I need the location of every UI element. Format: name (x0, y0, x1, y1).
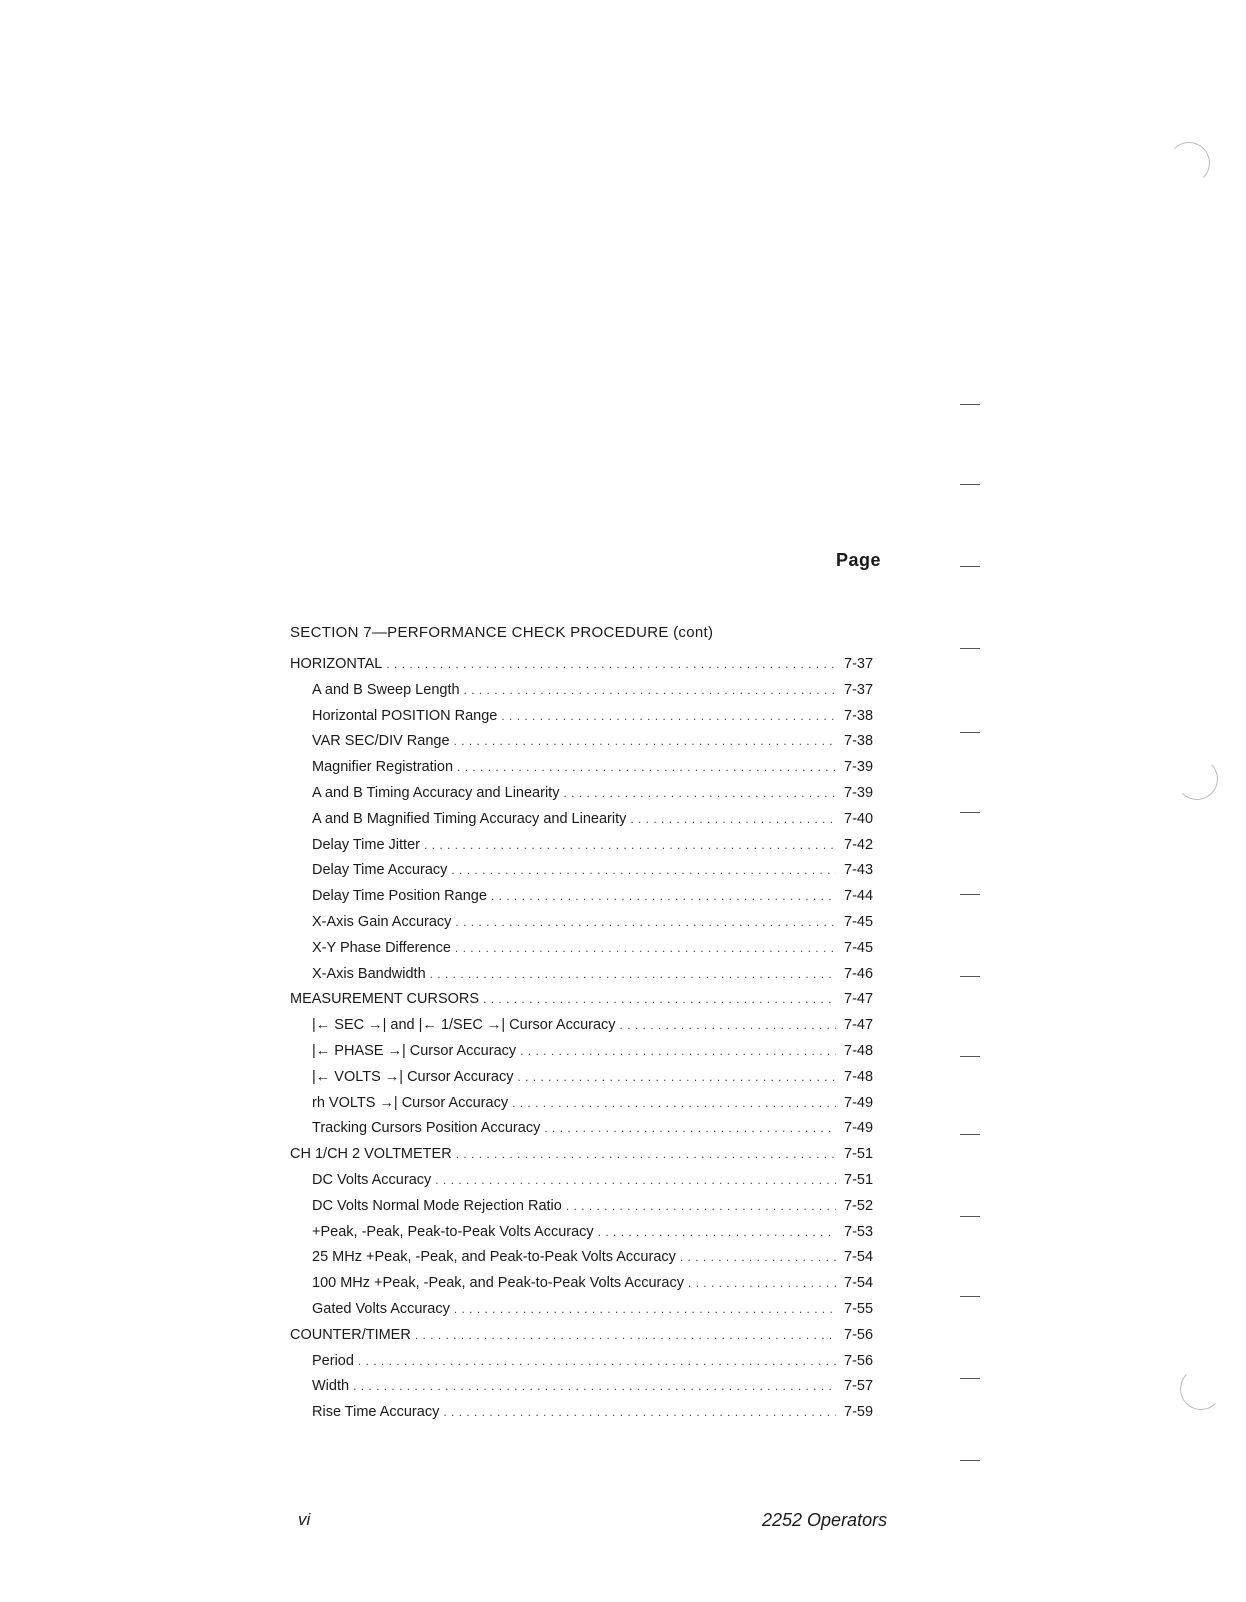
toc-entry-label: Delay Time Accuracy (312, 862, 448, 879)
toc-entry-page: 7-52 (844, 1197, 874, 1214)
toc-subentry (290, 1017, 886, 1043)
toc-subentry (290, 682, 886, 708)
toc-entry-label: X-Y Phase Difference (312, 939, 451, 956)
toc-entry-label: COUNTER/TIMER (290, 1326, 411, 1343)
toc-entry-page: 7-39 (844, 784, 874, 801)
section-title: SECTION 7—PERFORMANCE CHECK PROCEDURE (cont) (290, 624, 714, 641)
toc-entry-page: 7-46 (844, 965, 874, 982)
margin-mark (960, 976, 980, 977)
toc-entry-label: +Peak, -Peak, Peak-to-Peak Volts Accuracy (312, 1223, 594, 1240)
toc-section-entry (290, 1327, 886, 1353)
toc-entry-page: 7-37 (844, 681, 874, 698)
toc-entry-page: 7-51 (844, 1146, 874, 1163)
dot-leader (688, 1276, 836, 1290)
toc-entry-label: |← PHASE →| Cursor Accuracy (312, 1042, 517, 1059)
toc-subentry (290, 888, 886, 914)
margin-mark (960, 1378, 980, 1379)
toc-entry-page: 7-55 (844, 1300, 874, 1317)
dot-leader (451, 863, 836, 877)
toc-entry-label: 100 MHz +Peak, -Peak, and Peak-to-Peak Volts Accuracy (312, 1275, 684, 1292)
margin-mark (960, 404, 980, 405)
dot-leader (454, 1302, 836, 1316)
dot-leader (430, 967, 836, 981)
toc-entry-label: Period (312, 1352, 354, 1369)
toc-entry-page: 7-45 (844, 913, 874, 930)
toc-entry-label: Rise Time Accuracy (312, 1404, 440, 1421)
toc-entry-page: 7-57 (844, 1378, 874, 1395)
toc-subentry (290, 1069, 886, 1095)
toc-entry-page: 7-56 (844, 1326, 874, 1343)
margin-mark (960, 1216, 980, 1217)
toc-entry-page: 7-54 (844, 1275, 874, 1292)
toc-subentry (290, 1198, 886, 1224)
dot-leader (443, 1405, 836, 1419)
dot-leader (491, 889, 836, 903)
toc-entry-page: 7-47 (844, 991, 874, 1008)
toc-entry-label: Gated Volts Accuracy (312, 1300, 450, 1317)
toc-entry-label: VAR SEC/DIV Range (312, 733, 450, 750)
table-of-contents (290, 656, 886, 1430)
dot-leader (455, 915, 836, 929)
toc-entry-label: X-Axis Bandwidth (312, 965, 426, 982)
toc-subentry (290, 708, 886, 734)
toc-subentry (290, 1301, 886, 1327)
dot-leader (456, 1147, 836, 1161)
dot-leader (424, 838, 836, 852)
dot-leader (520, 1044, 836, 1058)
margin-mark (960, 1134, 980, 1135)
dot-leader (457, 760, 836, 774)
toc-entry-label: |← SEC →| and |← 1/SEC →| Cursor Accuracy (312, 1017, 616, 1034)
toc-entry-page: 7-44 (844, 888, 874, 905)
dot-leader (501, 709, 836, 723)
dot-leader (680, 1250, 836, 1264)
toc-entry-label: Horizontal POSITION Range (312, 707, 498, 724)
toc-subentry (290, 1404, 886, 1430)
footer-page-number: vi (298, 1510, 311, 1529)
toc-subentry (290, 1224, 886, 1250)
dot-leader (353, 1379, 836, 1393)
dot-leader (630, 812, 836, 826)
margin-mark (960, 566, 980, 567)
toc-subentry (290, 1249, 886, 1275)
toc-entry-page: 7-49 (844, 1094, 874, 1111)
toc-subentry (290, 1120, 886, 1146)
toc-entry-page: 7-45 (844, 939, 874, 956)
toc-entry-label: Delay Time Jitter (312, 836, 420, 853)
margin-mark (960, 484, 980, 485)
toc-entry-label: HORIZONTAL (290, 656, 383, 672)
toc-entry-label: CH 1/CH 2 VOLTMETER (290, 1146, 452, 1163)
dot-leader (435, 1173, 836, 1187)
dot-leader (598, 1225, 836, 1239)
toc-subentry (290, 940, 886, 966)
dot-leader (517, 1070, 836, 1084)
toc-subentry (290, 1095, 886, 1121)
toc-subentry (290, 914, 886, 940)
toc-entry-label: Magnifier Registration (312, 759, 454, 776)
toc-subentry (290, 1043, 886, 1069)
margin-mark (960, 732, 980, 733)
toc-entry-label: DC Volts Normal Mode Rejection Ratio (312, 1197, 562, 1214)
toc-entry-page: 7-48 (844, 1068, 874, 1085)
toc-entry-page: 7-53 (844, 1223, 874, 1240)
toc-entry-label: DC Volts Accuracy (312, 1171, 432, 1188)
toc-subentry (290, 733, 886, 759)
toc-entry-label: Tracking Cursors Position Accuracy (312, 1120, 541, 1137)
toc-section-entry (290, 656, 886, 682)
margin-mark (960, 648, 980, 649)
toc-entry-label: rh VOLTS →| Cursor Accuracy (312, 1094, 509, 1111)
footer-document-title: 2252 Operators (762, 1510, 888, 1530)
toc-subentry (290, 759, 886, 785)
dot-leader (358, 1354, 836, 1368)
toc-entry-page: 7-39 (844, 759, 874, 776)
toc-subentry (290, 785, 886, 811)
toc-entry-label: X-Axis Gain Accuracy (312, 913, 452, 930)
toc-subentry (290, 837, 886, 863)
toc-section-entry (290, 991, 886, 1017)
toc-subentry (290, 1378, 886, 1404)
toc-entry-label: |← VOLTS →| Cursor Accuracy (312, 1068, 514, 1085)
toc-entry-page: 7-49 (844, 1120, 874, 1137)
dot-leader (563, 786, 836, 800)
page-column-heading: Page (836, 550, 882, 570)
toc-entry-label: A and B Timing Accuracy and Linearity (312, 784, 560, 801)
toc-entry-page: 7-43 (844, 862, 874, 879)
dot-leader (455, 941, 836, 955)
punch-hole-arc (1176, 758, 1218, 800)
toc-entry-page: 7-42 (844, 836, 874, 853)
punch-hole-arc (1168, 142, 1210, 184)
toc-entry-page: 7-56 (844, 1352, 874, 1369)
toc-section-entry (290, 1146, 886, 1172)
dot-leader (620, 1018, 836, 1032)
toc-entry-page: 7-38 (844, 733, 874, 750)
toc-entry-label: A and B Magnified Timing Accuracy and Linearity (312, 810, 627, 827)
margin-mark (960, 1296, 980, 1297)
toc-subentry (290, 862, 886, 888)
dot-leader (415, 1328, 836, 1342)
dot-leader (386, 657, 836, 671)
dot-leader (464, 683, 836, 697)
toc-subentry (290, 1275, 886, 1301)
toc-entry-page: 7-59 (844, 1404, 874, 1421)
margin-mark (960, 1460, 980, 1461)
toc-entry-label: MEASUREMENT CURSORS (290, 991, 480, 1008)
toc-entry-page: 7-37 (844, 656, 874, 672)
margin-mark (960, 894, 980, 895)
punch-hole-arc (1180, 1368, 1222, 1410)
toc-entry-page: 7-40 (844, 810, 874, 827)
toc-entry-page: 7-38 (844, 707, 874, 724)
toc-subentry (290, 1172, 886, 1198)
toc-entry-page: 7-48 (844, 1042, 874, 1059)
dot-leader (544, 1121, 836, 1135)
dot-leader (512, 1096, 836, 1110)
toc-subentry (290, 1353, 886, 1379)
toc-entry-page: 7-47 (844, 1017, 874, 1034)
toc-entry-label: A and B Sweep Length (312, 681, 460, 698)
margin-mark (960, 812, 980, 813)
margin-mark (960, 1056, 980, 1057)
dot-leader (454, 734, 836, 748)
toc-entry-label: 25 MHz +Peak, -Peak, and Peak-to-Peak Volts Accuracy (312, 1249, 676, 1266)
toc-entry-label: Width (312, 1378, 350, 1395)
toc-entry-page: 7-54 (844, 1249, 874, 1266)
toc-entry-label: Delay Time Position Range (312, 888, 487, 905)
dot-leader (566, 1199, 836, 1213)
toc-subentry (290, 811, 886, 837)
toc-subentry (290, 966, 886, 992)
dot-leader (483, 992, 836, 1006)
toc-entry-page: 7-51 (844, 1171, 874, 1188)
